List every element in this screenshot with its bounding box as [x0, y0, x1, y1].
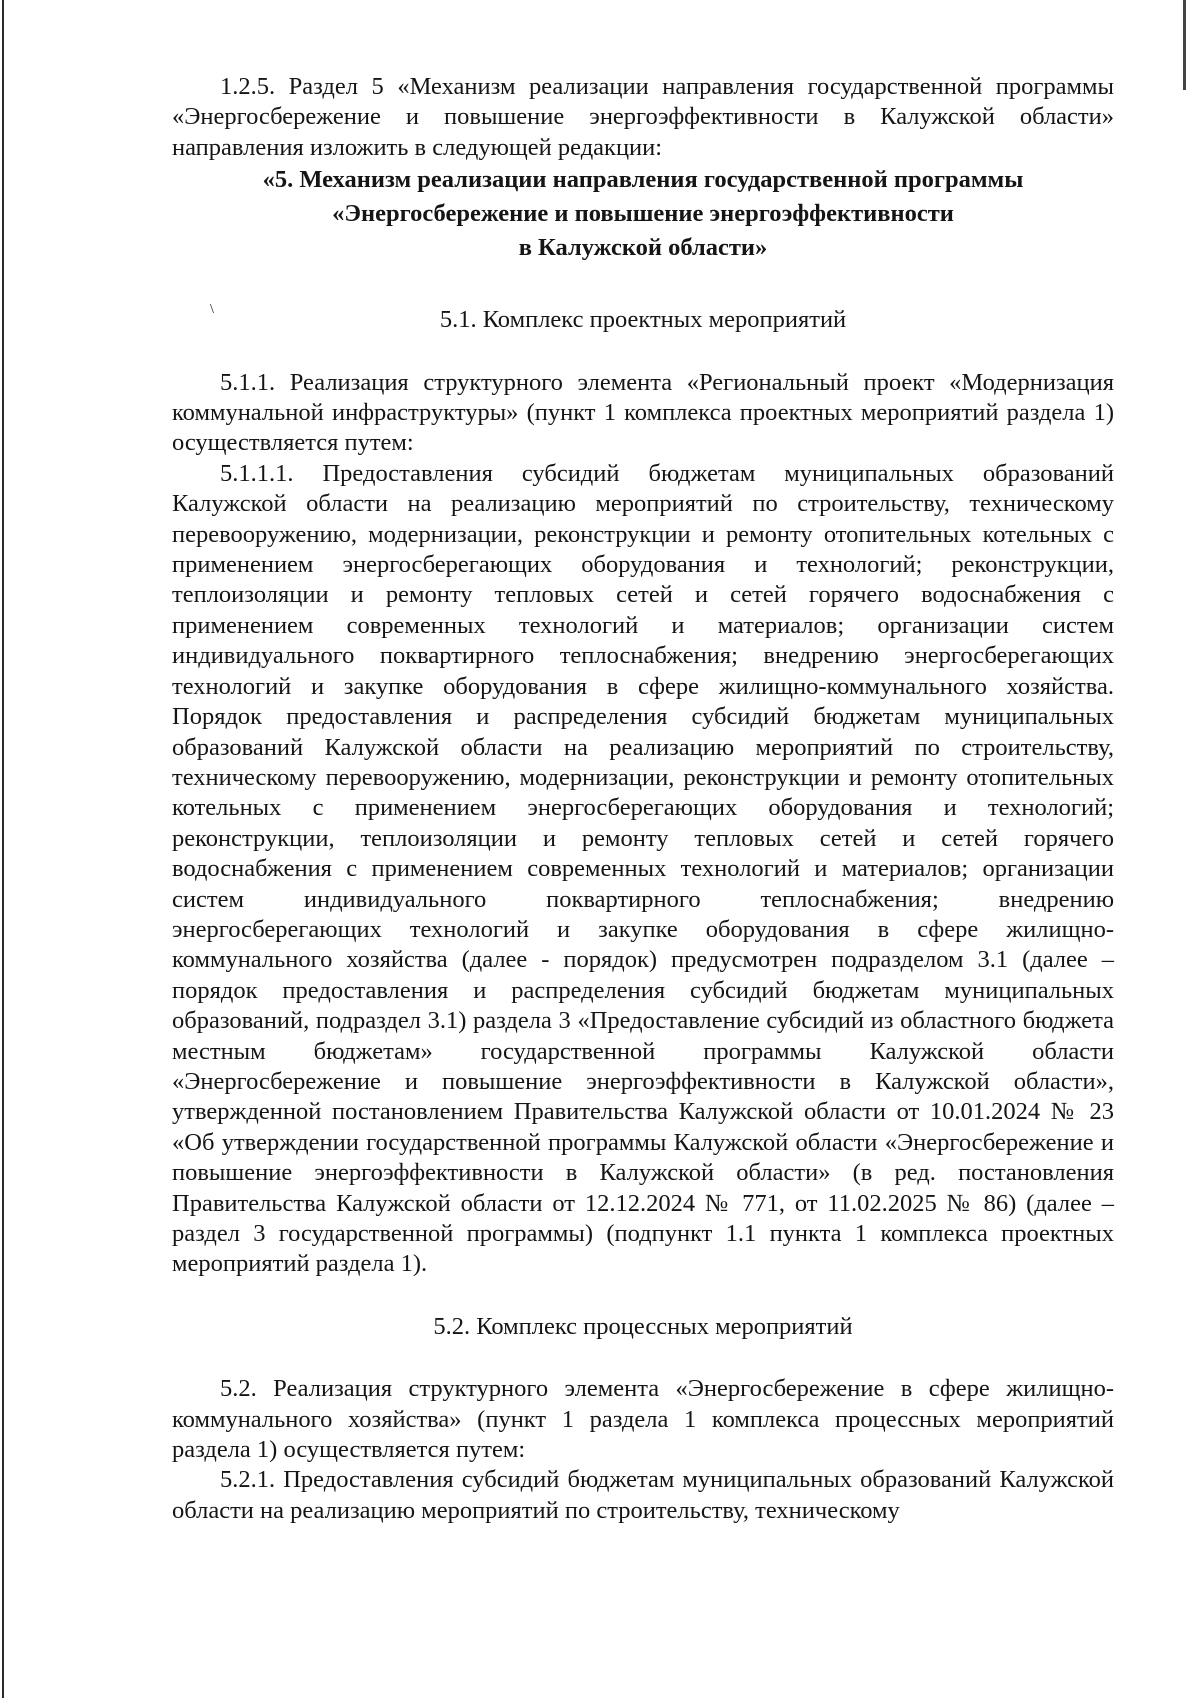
scan-left-edge	[2, 0, 4, 1698]
spacer	[172, 265, 1114, 305]
paragraph-5-1-1-1: 5.1.1.1. Предоставления субсидий бюджетам муниципальных образований Калужской области на реализацию мероприятий по строительству, техническому перевооружению, модернизации, реконструкции и ремонту отопительных котельных с применением энергосберегающих оборудования и технологий; реконструкции, теплоизоляции и ремонту тепловых сетей и сетей горячего водоснабжения с применением современных технологий и материалов; организации систем индивидуального поквартирного теплоснабжения; внедрению энергосберегающих технологий и закупке оборудования в сфере жилищно-коммунального хозяйства. Порядок предоставления и распределения субсидий бюджетам муниципальных образований Калужской области на реализацию мероприятий по строительству, техническому перевооружению, модернизации, реконструкции и ремонту отопительных котельных с применением энергосберегающих оборудования и технологий; реконструкции, теплоизоляции и ремонту тепловых сетей и сетей горячего водоснабжения с применением современных технологий и материалов; организации систем индивидуального поквартирного теплоснабжения; внедрению энергосберегающих технологий и закупке оборудования в сфере жилищно-коммунального хозяйства (далее - порядок) предусмотрен подразделом 3.1 (далее – порядок предоставления и распределения субсидий бюджетам муниципальных образований, подраздел 3.1) раздела 3 «Предоставление субсидий из областного бюджета местным бюджетам» государственной программы Калужской области «Энергосбережение и повышение энергоэффективности в Калужской области», утвержденной постановлением Правительства Калужской области от 10.01.2024 № 23 «Об утверждении государственной программы Калужской области «Энергосбережение и повышение энергоэффективности в Калужской области» (в ред. постановления Правительства Калужской области от 12.12.2024 № 771, от 11.02.2025 № 86) (далее – раздел 3 государственной программы) (подпункт 1.1 пункта 1 комплекса проектных мероприятий раздела 1).	[172, 459, 1114, 1278]
paragraph-5-2-1: 5.2.1. Предоставления субсидий бюджетам муниципальных образований Калужской области на реализацию мероприятий по строительству, техническому	[172, 1466, 1114, 1524]
stray-mark: \	[210, 302, 214, 317]
document-page	[172, 72, 1114, 1526]
spacer	[172, 1280, 1114, 1312]
subsection-heading-5-1: 5.1. Комплекс проектных мероприятий	[439, 306, 847, 334]
paragraph-1-2-5: 1.2.5. Раздел 5 «Механизм реализации направления государственной программы «Энергосбережение и повышение энергоэффективности в Калужской области» направления изложить в следующей редакции:	[172, 73, 1114, 161]
paragraph-5-1-1: 5.1.1. Реализация структурного элемента «Региональный проект «Модернизация коммунальной инфраструктуры» (пункт 1 комплекса проектных мероприятий раздела 1) осуществляется путем:	[172, 368, 1114, 457]
section-title-line-2: «Энергосбережение и повышение энергоэффективности	[332, 200, 954, 228]
paragraph-5-2: 5.2. Реализация структурного элемента «Энергосбережение в сфере жилищно-коммунального хозяйства» (пункт 1 раздела 1 комплекса процессных мероприятий раздела 1) осуществляется путем:	[172, 1375, 1114, 1464]
spacer	[172, 1342, 1114, 1374]
section-title-line-1: «5. Механизм реализации направления государственной программы	[262, 166, 1024, 194]
section-title	[172, 163, 1114, 265]
spacer	[172, 336, 1114, 368]
subsection-heading-5-2: 5.2. Комплекс процессных мероприятий	[433, 1312, 853, 1340]
scan-right-edge	[1183, 0, 1186, 90]
section-title-line-3: в Калужской области»	[518, 234, 768, 262]
